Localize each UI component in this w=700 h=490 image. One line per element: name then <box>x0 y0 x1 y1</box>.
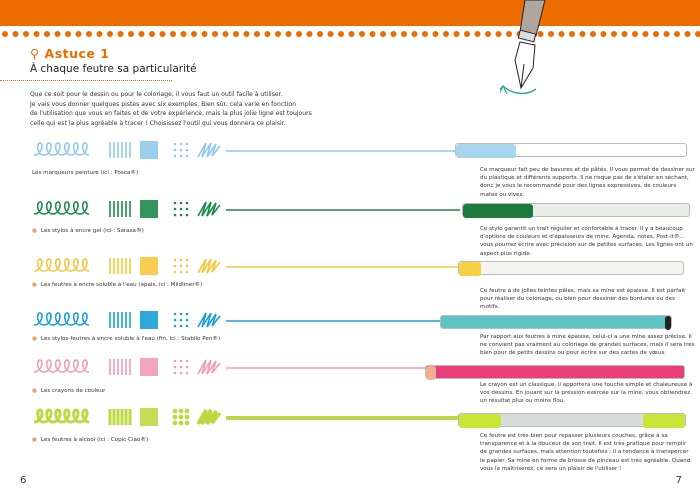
swatch-dot <box>174 214 177 217</box>
border-dot <box>338 31 344 37</box>
border-dot <box>34 31 40 37</box>
swatch-dot <box>186 265 189 268</box>
swatch-dot <box>174 155 177 158</box>
swatch-dot <box>186 208 189 211</box>
border-dot <box>160 31 166 37</box>
border-dot <box>286 31 292 37</box>
swatch-dot <box>174 360 177 363</box>
loop-stroke <box>34 410 89 422</box>
intro-paragraph <box>30 90 330 128</box>
pen-cap <box>665 316 671 330</box>
swatch-dot <box>186 155 189 158</box>
border-dot <box>401 31 407 37</box>
swatch-dot <box>180 319 183 322</box>
scribble-stroke <box>198 259 220 273</box>
filled-square <box>140 358 158 376</box>
border-dot <box>433 31 439 37</box>
intro-line: Que ce soit pour le dessin ou pour le coloriage, il vous faut un outil facile à utiliser. <box>30 91 283 98</box>
swatch-row <box>30 139 460 165</box>
swatch-dot <box>174 259 177 262</box>
border-dot <box>65 31 71 37</box>
border-dot <box>485 31 491 37</box>
filled-square <box>140 141 158 159</box>
pen-description: Le crayon est un classique, il apportera une touche simple et chaleureuse à vos dessins. En jouant sur la pression exercée sur la mine, vous obtiendrez un résultat plus ou moins flou. <box>480 382 693 405</box>
swatch-dot <box>186 143 189 146</box>
pen-label <box>32 388 105 394</box>
pen-cap <box>643 414 685 428</box>
border-dot <box>202 31 208 37</box>
pen-description: Ce feutre a de jolies teintes pâles, mais sa mine est épaisse. Il est parfait pour réaliser du coloriage, ou bien pour dessiner des bordures ou des motifs. <box>480 288 686 311</box>
swatch-dot <box>186 366 189 369</box>
border-dot <box>370 31 376 37</box>
border-dot <box>139 31 145 37</box>
border-dot <box>212 31 218 37</box>
swatch-dot <box>174 366 177 369</box>
swatch-dot <box>180 143 183 146</box>
swatch-row <box>30 198 460 224</box>
scribble-stroke <box>198 202 220 216</box>
border-dot <box>412 31 418 37</box>
swatch-dot <box>180 155 183 158</box>
swatch-dot <box>180 202 183 205</box>
swatch-dot <box>179 415 184 420</box>
pen-image <box>458 261 684 275</box>
loop-stroke <box>34 313 89 325</box>
swatch-dot <box>186 214 189 217</box>
bullet-icon: ● <box>32 388 37 394</box>
swatch-dot <box>180 313 183 316</box>
border-dot <box>265 31 271 37</box>
pen-cap <box>463 204 533 218</box>
border-dot <box>307 31 313 37</box>
border-dot <box>317 31 323 37</box>
swatch-dot <box>185 421 190 426</box>
swatch-dot <box>174 271 177 274</box>
page-number-right: 7 <box>675 475 682 486</box>
bullet-icon: ● <box>32 228 37 234</box>
swatch-dot <box>180 366 183 369</box>
border-dot <box>223 31 229 37</box>
border-dot <box>254 31 260 37</box>
swatch-dot <box>180 149 183 152</box>
pen-label-text: Les feutres à encre soluble à l'eau (épais, ici : Mildliner®) <box>40 282 203 288</box>
swatch-dot <box>186 259 189 262</box>
pen-cap <box>459 414 501 428</box>
swatch-dot <box>174 143 177 146</box>
swatch-dot <box>186 313 189 316</box>
swatch-dot <box>186 325 189 328</box>
border-dot <box>191 31 197 37</box>
pen-label-text: Les stylos à encre gel (ici : Sarasa®) <box>40 228 144 234</box>
border-dot <box>359 31 365 37</box>
swatch-dot <box>173 421 178 426</box>
swatch-dot <box>185 415 190 420</box>
pen-cap <box>456 144 516 158</box>
intro-line: celle qui est la plus agréable à tracer ! Choisissez l'outil qui vous donnera ce plaisir. <box>30 119 286 127</box>
swatch-dot <box>180 271 183 274</box>
pen-image <box>425 365 685 379</box>
pen-cap <box>426 366 436 380</box>
border-dot <box>23 31 29 37</box>
swatch-dot <box>174 149 177 152</box>
border-dot <box>181 31 187 37</box>
swatch-row <box>30 356 460 382</box>
pen-label-text: Les feutres à alcool (ici : Copic Ciao®) <box>40 437 149 443</box>
filled-square <box>140 408 158 426</box>
title-text: Astuce 1 <box>44 46 110 61</box>
swatch-dot <box>180 208 183 211</box>
intro-line: Je vais vous donner quelques pistes avec six exemples. Bien sûr, cela varie en fonction <box>30 100 296 108</box>
border-dot <box>391 31 397 37</box>
border-dot <box>149 31 155 37</box>
border-dot <box>118 31 124 37</box>
border-dot <box>275 31 281 37</box>
border-dot <box>13 31 19 37</box>
border-dot <box>244 31 250 37</box>
swatch-dot <box>179 409 184 414</box>
filled-square <box>140 311 158 329</box>
loop-stroke <box>34 143 89 155</box>
border-dot <box>86 31 92 37</box>
scribble-stroke <box>198 410 220 424</box>
swatch-dot <box>186 319 189 322</box>
border-dot <box>475 31 481 37</box>
border-dot <box>454 31 460 37</box>
border-dot <box>233 31 239 37</box>
pen-cap <box>459 262 481 276</box>
swatch-dot <box>179 421 184 426</box>
swatch-dot <box>186 271 189 274</box>
pen-label-text: Les crayons de couleur <box>40 388 106 394</box>
border-dot <box>76 31 82 37</box>
pen-description: Ce feutre est très bien pour repasser plusieurs couches, grâce à sa transparence et à la douceur de son trait. Il est très pratique pour remplir de grandes surfaces, mais attention toutefois : il a tendance à transpercer le papier. Sa mine en forme de brosse de pinceau est très agréable. Quand vous la maîtriserez, ce sera un plaisir de l'utiliser ! <box>480 433 691 472</box>
page-title <box>30 46 109 61</box>
pen-description: Ce stylo garantit un trait régulier et confortable à tracer. Il y a beaucoup d'options de couleurs et d'épaisseurs de mine. Agenda, notes, Post-it®... vous pourrez écrire avec précision sur de petites surfaces. Les lignes ont un aspect plus rigide. <box>480 226 693 257</box>
magnifier-icon: ⚲ <box>30 46 45 61</box>
border-dot <box>422 31 428 37</box>
fountain-pen-icon <box>500 0 700 115</box>
bullet-icon: ● <box>32 437 37 443</box>
loop-stroke <box>34 259 89 271</box>
swatch-row <box>30 406 460 432</box>
border-dot <box>2 31 8 37</box>
loop-stroke <box>34 360 89 372</box>
pen-label <box>32 437 148 443</box>
swatch-dot <box>180 360 183 363</box>
swatch-dot <box>174 208 177 211</box>
dotted-divider <box>0 80 172 81</box>
swatch-dot <box>180 259 183 262</box>
swatch-dot <box>180 325 183 328</box>
pen-description: Par rapport aux feutres à mine épaisse, celui-ci a une mine assez précise. Il ne convient pas vraiment au coloriage de grandes surfaces, mais il sera très bien pour de petits dessins ou pour écrire sur des cartes de vœux. <box>480 334 695 357</box>
swatch-dot <box>186 360 189 363</box>
swatch-dot <box>180 265 183 268</box>
scribble-stroke <box>198 360 220 374</box>
filled-square <box>140 200 158 218</box>
pen-label-text: Les stylos-feutres à encre soluble à l'eau (fin, ici : Stabilo Pen®) <box>40 336 221 342</box>
swatch-dot <box>174 265 177 268</box>
swatch-dot <box>174 319 177 322</box>
border-dot <box>464 31 470 37</box>
pen-image <box>458 413 686 427</box>
page-subtitle: À chaque feutre sa particularité <box>30 63 197 75</box>
swatch-dot <box>174 313 177 316</box>
border-dot <box>443 31 449 37</box>
swatch-dot <box>180 372 183 375</box>
swatch-dot <box>186 202 189 205</box>
border-dot <box>97 31 103 37</box>
border-dot <box>107 31 113 37</box>
bullet-icon: ● <box>32 282 37 288</box>
swatch-dot <box>173 409 178 414</box>
intro-line: de l'utilisation que vous en faites et de votre expérience, mais la plus jolie ligne est toujours <box>30 110 312 118</box>
swatch-dot <box>185 409 190 414</box>
pen-label <box>32 336 220 342</box>
pen-label-text: Les marqueurs peinture (ici : Posca®) <box>32 170 139 176</box>
swatch-dot <box>173 415 178 420</box>
swatch-dot <box>174 372 177 375</box>
bullet-icon: ● <box>32 336 37 342</box>
swatch-dot <box>186 149 189 152</box>
swatch-dot <box>174 325 177 328</box>
scribble-stroke <box>198 143 220 157</box>
loop-stroke <box>34 202 89 214</box>
pen-image <box>462 203 690 217</box>
swatch-row <box>30 309 460 335</box>
border-dot <box>380 31 386 37</box>
border-dot <box>349 31 355 37</box>
pen-description: Ce marqueur fait peu de bavures et de pâtés. Il vous permet de dessiner sur du plastique et différents supports. Il ne risque pas de s'étaler en séchant, donc je vous le recommande pour des lignes expressives, de couleurs mates ou vives. <box>480 167 695 198</box>
pen-label <box>32 228 144 234</box>
filled-square <box>140 257 158 275</box>
border-dot <box>296 31 302 37</box>
swatch-dot <box>180 214 183 217</box>
border-dot <box>170 31 176 37</box>
pen-image <box>455 143 687 157</box>
scribble-stroke <box>198 313 220 327</box>
swatch-row <box>30 255 460 281</box>
border-dot <box>128 31 134 37</box>
border-dot <box>44 31 50 37</box>
swatch-dot <box>186 372 189 375</box>
pen-label <box>32 282 202 288</box>
pen-image <box>440 315 672 329</box>
border-dot <box>55 31 61 37</box>
swatch-dot <box>174 202 177 205</box>
page-number-left: 6 <box>20 475 27 486</box>
pen-label <box>32 170 138 176</box>
border-dot <box>328 31 334 37</box>
